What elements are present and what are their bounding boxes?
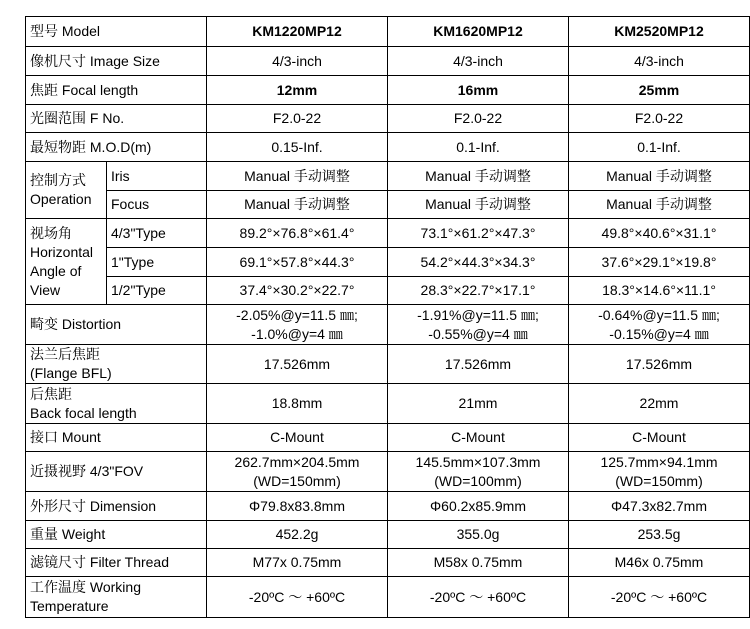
cell-line: -0.55%@y=4 ㎜ <box>428 325 528 342</box>
cell-value: 4/3-inch <box>388 47 569 76</box>
cell-value: 37.6°×29.1°×19.8° <box>569 248 750 277</box>
label-weight: 重量 Weight <box>26 521 207 549</box>
cell-value: Φ79.8x83.8mm <box>207 492 388 521</box>
label-line: 后焦距 <box>30 385 72 402</box>
cell-value: Φ60.2x85.9mm <box>388 492 569 521</box>
cell-value: Manual 手动调整 <box>207 162 388 191</box>
row-angle-12 <box>26 277 750 305</box>
cell-value: Manual 手动调整 <box>207 191 388 219</box>
row-filter-thread <box>26 549 750 577</box>
row-focal-length <box>26 76 750 105</box>
row-model <box>26 17 750 47</box>
label-line: (Flange BFL) <box>30 365 112 381</box>
label-model: 型号 Model <box>26 17 207 47</box>
label-focus: Focus <box>107 191 207 219</box>
label-line: Back focal length <box>30 404 137 421</box>
row-image-size <box>26 47 750 76</box>
cell-value: 89.2°×76.8°×61.4° <box>207 219 388 248</box>
label-angle-en-1: Horizontal <box>30 243 94 260</box>
cell-fov <box>207 452 388 492</box>
label-angle-cn: 视场角 <box>30 224 72 241</box>
cell-value: 0.1-Inf. <box>388 133 569 162</box>
cell-line: 125.7mm×94.1mm <box>600 453 718 470</box>
cell-value: 54.2°×44.3°×34.3° <box>388 248 569 277</box>
cell-value: 12mm <box>207 76 388 105</box>
cell-value: 18.8mm <box>207 384 388 424</box>
row-operation-iris <box>26 162 750 191</box>
cell-value: -20ºC ～ +60ºC <box>569 577 750 618</box>
cell-line: (WD=150mm) <box>253 472 341 489</box>
cell-value: 0.1-Inf. <box>569 133 750 162</box>
cell-value: 25mm <box>569 76 750 105</box>
cell-value: 18.3°×14.6°×11.1° <box>569 277 750 305</box>
cell-value: F2.0-22 <box>207 105 388 133</box>
label-angle-of-view <box>26 219 107 305</box>
cell-value: Φ47.3x82.7mm <box>569 492 750 521</box>
label-operation-cn: 控制方式 <box>30 172 86 188</box>
label-fov: 近摄视野 4/3"FOV <box>26 452 207 492</box>
cell-value: 17.526mm <box>569 345 750 384</box>
label-type-1: 1"Type <box>107 248 207 277</box>
label-mount: 接口 Mount <box>26 424 207 452</box>
cell-value: -20ºC ～ +60ºC <box>388 577 569 618</box>
label-mod: 最短物距 M.O.D(m) <box>26 133 207 162</box>
cell-value: Manual 手动调整 <box>569 162 750 191</box>
cell-fov <box>569 452 750 492</box>
label-type-43: 4/3"Type <box>107 219 207 248</box>
cell-value: 22mm <box>569 384 750 424</box>
label-type-12: 1/2"Type <box>107 277 207 305</box>
model-km1220: KM1220MP12 <box>207 17 388 47</box>
cell-value: Manual 手动调整 <box>388 191 569 219</box>
cell-line: 145.5mm×107.3mm <box>415 453 541 470</box>
cell-value: 17.526mm <box>207 345 388 384</box>
cell-value: C-Mount <box>207 424 388 452</box>
cell-value: Manual 手动调整 <box>388 162 569 191</box>
cell-line: -1.91%@y=11.5 ㎜; <box>417 306 539 323</box>
cell-value: 253.5g <box>569 521 750 549</box>
cell-value: 73.1°×61.2°×47.3° <box>388 219 569 248</box>
label-angle-en-3: View <box>30 281 61 298</box>
cell-value: F2.0-22 <box>569 105 750 133</box>
row-temperature <box>26 577 750 618</box>
cell-distortion <box>207 305 388 345</box>
label-iris: Iris <box>107 162 207 191</box>
cell-value: 37.4°×30.2°×22.7° <box>207 277 388 305</box>
cell-value: Manual 手动调整 <box>569 191 750 219</box>
label-angle-en-2: Angle of <box>30 262 82 279</box>
cell-value: F2.0-22 <box>388 105 569 133</box>
row-angle-43 <box>26 219 750 248</box>
cell-line: -1.0%@y=4 ㎜ <box>251 325 343 342</box>
label-filter-thread: 滤镜尺寸 Filter Thread <box>26 549 207 577</box>
cell-value: 355.0g <box>388 521 569 549</box>
cell-value: 21mm <box>388 384 569 424</box>
cell-line: 262.7mm×204.5mm <box>234 453 360 470</box>
label-line: 法兰后焦距 <box>30 346 100 362</box>
cell-value: M77x 0.75mm <box>207 549 388 577</box>
label-back-focal <box>26 384 207 424</box>
cell-fov <box>388 452 569 492</box>
cell-distortion <box>388 305 569 345</box>
label-line: Temperature <box>30 598 109 614</box>
row-mod <box>26 133 750 162</box>
row-mount <box>26 424 750 452</box>
cell-line: (WD=100mm) <box>434 472 522 489</box>
cell-value: 0.15-Inf. <box>207 133 388 162</box>
label-focal-length: 焦距 Focal length <box>26 76 207 105</box>
cell-value: 16mm <box>388 76 569 105</box>
cell-value: 452.2g <box>207 521 388 549</box>
row-angle-1 <box>26 248 750 277</box>
cell-value: 17.526mm <box>388 345 569 384</box>
cell-value: 4/3-inch <box>569 47 750 76</box>
lens-spec-table <box>25 16 750 618</box>
label-dimension: 外形尺寸 Dimension <box>26 492 207 521</box>
cell-value: C-Mount <box>388 424 569 452</box>
label-operation <box>26 162 107 219</box>
cell-value: M58x 0.75mm <box>388 549 569 577</box>
row-operation-focus <box>26 191 750 219</box>
row-back-focal <box>26 384 750 424</box>
row-distortion <box>26 305 750 345</box>
cell-value: M46x 0.75mm <box>569 549 750 577</box>
row-flange-bfl <box>26 345 750 384</box>
label-f-no: 光圈范围 F No. <box>26 105 207 133</box>
row-fov <box>26 452 750 492</box>
model-km1620: KM1620MP12 <box>388 17 569 47</box>
cell-value: 69.1°×57.8°×44.3° <box>207 248 388 277</box>
cell-line: -2.05%@y=11.5 ㎜; <box>236 306 358 323</box>
cell-value: 49.8°×40.6°×31.1° <box>569 219 750 248</box>
label-image-size: 像机尺寸 Image Size <box>26 47 207 76</box>
cell-line: -0.15%@y=4 ㎜ <box>609 325 709 342</box>
label-line: 工作温度 Working <box>30 579 141 595</box>
cell-value: -20ºC ～ +60ºC <box>207 577 388 618</box>
row-weight <box>26 521 750 549</box>
cell-value: 4/3-inch <box>207 47 388 76</box>
label-temperature <box>26 577 207 618</box>
model-km2520: KM2520MP12 <box>569 17 750 47</box>
label-flange-bfl <box>26 345 207 384</box>
cell-line: -0.64%@y=11.5 ㎜; <box>598 306 720 323</box>
label-distortion: 畸变 Distortion <box>26 305 207 345</box>
row-dimension <box>26 492 750 521</box>
label-operation-en: Operation <box>30 191 92 207</box>
cell-value: C-Mount <box>569 424 750 452</box>
row-f-no <box>26 105 750 133</box>
cell-distortion <box>569 305 750 345</box>
cell-value: 28.3°×22.7°×17.1° <box>388 277 569 305</box>
cell-line: (WD=150mm) <box>615 472 703 489</box>
